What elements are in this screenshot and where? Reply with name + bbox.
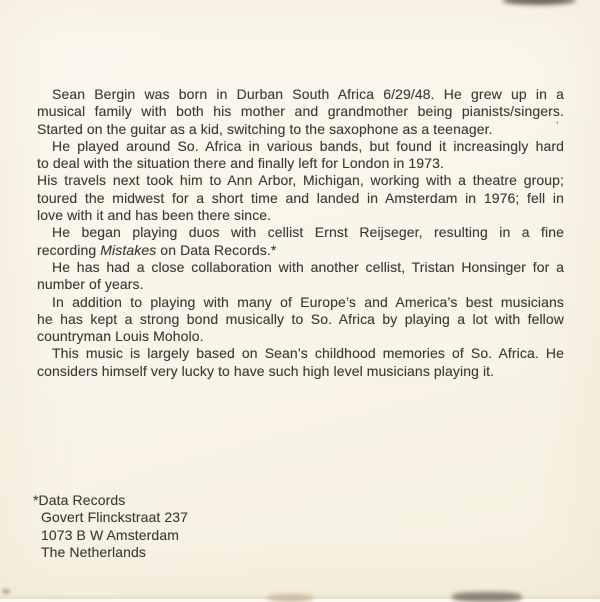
bio-line-4: He played around So. Africa in various bands, but found it increasingly hard (52, 137, 564, 154)
bio-line-7: toured the midwest for a short time and landed in Amsterdam in 1976; fell in (37, 189, 564, 206)
bio-line-3: Started on the guitar as a kid, switching to the saxophone as a teenager. (37, 120, 493, 137)
footnote-line-2: Govert Flinckstraat 237 (41, 509, 189, 526)
bio-line-15: countryman Louis Moholo. (37, 328, 204, 345)
footnote-line-3: 1073 B W Amsterdam (41, 526, 179, 543)
bio-line-10-pre: recording (37, 241, 101, 258)
footnote-line-1: *Data Records (33, 492, 126, 508)
bio-line-9: He began playing duos with cellist Ernst Reijseger, resulting in a fine (52, 224, 564, 241)
bio-line-5: to deal with the situation there and finally left for London in 1973. (37, 155, 444, 172)
stray-print-mark: ’ (556, 119, 559, 133)
footnote-address-block (33, 492, 188, 562)
bio-line-16: This music is largely based on Sean’s childhood memories of So. Africa. He (52, 345, 564, 362)
bio-line-17: considers himself very lucky to have such high level musicians playing it. (37, 362, 495, 379)
album-title-italic: Mistakes (100, 241, 157, 258)
bio-line-11: He has had a close collaboration with another cellist, Tristan Honsinger for a (52, 258, 564, 275)
scan-artifact-bottom-left-speck (2, 589, 10, 594)
bio-line-10 (37, 242, 564, 259)
scan-artifact-bottom-mid-smudge (266, 594, 314, 602)
bio-line-10-post: on Data Records.* (156, 241, 277, 258)
scan-artifact-top-right-streak (502, 0, 576, 5)
bio-line-13: In addition to playing with many of Europe’s and America’s best musicians (52, 293, 564, 310)
bio-line-1: Sean Bergin was born in Durban South Africa 6/29/48. He grew up in a (52, 86, 564, 102)
bio-line-14: he has kept a strong bond musically to So. Africa by playing a lot with fellow (37, 310, 564, 327)
biography-text-block (37, 86, 564, 380)
bio-line-12: number of years. (37, 276, 144, 293)
bio-line-8: love with it and has been there since. (37, 207, 272, 224)
scan-artifact-bottom-right-smudge (452, 592, 522, 602)
bio-line-6: His travels next took him to Ann Arbor, Michigan, working with a theatre group; (37, 172, 564, 189)
footnote-line-4: The Netherlands (41, 544, 147, 561)
bio-line-2: musical family with both his mother and grandmother being pianists/singers. (37, 103, 564, 120)
